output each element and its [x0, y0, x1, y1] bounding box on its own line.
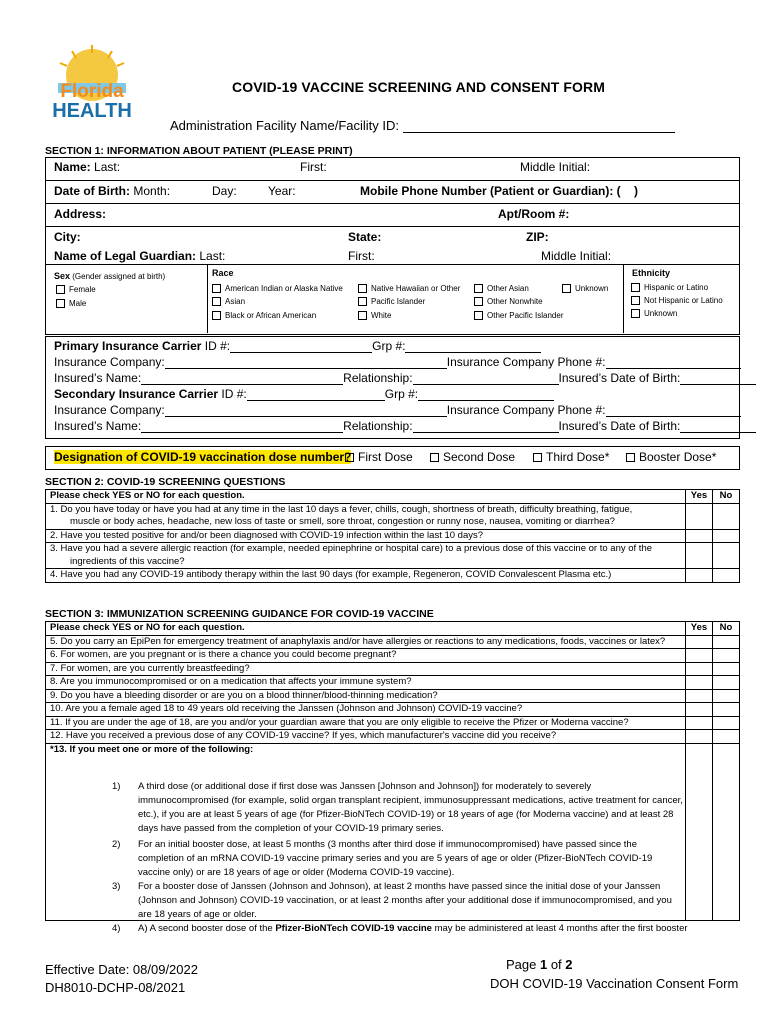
guardian-first-label: First: [348, 249, 375, 263]
day-label: Day: [212, 184, 237, 198]
middle-initial-label: Middle Initial: [520, 160, 591, 174]
race-option[interactable]: Native Hawaiian or Other [358, 284, 460, 293]
section2-heading: SECTION 2: COVID-19 SCREENING QUESTIONS [45, 476, 286, 488]
sex-male-option[interactable]: Male [56, 299, 86, 308]
section3-heading: SECTION 3: IMMUNIZATION SCREENING GUIDANCE FOR COVID-19 VACCINE [45, 608, 434, 620]
ethnicity-option[interactable]: Not Hispanic or Latino [631, 296, 723, 305]
facility-line[interactable] [403, 120, 675, 133]
q13-item-text: A) A second booster dose of the Pfizer-BioNTech COVID-19 vaccine may be administered at least 4 months after the first booster [138, 923, 688, 934]
facility-field[interactable] [170, 118, 675, 133]
race-option[interactable]: Unknown [562, 284, 608, 293]
primary-carrier-row[interactable]: Primary Insurance Carrier ID #: Grp #: [54, 339, 541, 353]
first-name-label: First: [300, 160, 327, 174]
form-title: COVID-19 VACCINE SCREENING AND CONSENT FORM [232, 79, 605, 95]
dose-question: Designation of COVID-19 vaccination dose number? [54, 450, 352, 464]
guardian-middle-label: Middle Initial: [541, 249, 612, 263]
primary-insured-row[interactable]: Insured’s Name: Relationship: Insured’s Date of Birth: [54, 371, 756, 385]
no-cell[interactable] [713, 503, 740, 529]
mobile-close: ) [634, 184, 638, 198]
table-row: 5. Do you carry an EpiPen for emergency treatment of anaphylaxis and/or have allergies or reactions to any medications, foods, vaccines or latex? [46, 635, 740, 649]
table-row: 9. Do you have a bleeding disorder or are you on a blood thinner/blood-thinning medication? [46, 689, 740, 703]
race-option[interactable]: Other Asian [474, 284, 529, 293]
sex-female-option[interactable]: Female [56, 285, 96, 294]
form-name: DOH COVID-19 Vaccination Consent Form [490, 976, 739, 991]
guardian-row[interactable]: Name of Legal Guardian: Last: [54, 249, 226, 263]
table-row: 4. Have you had any COVID-19 antibody therapy within the last 90 days (for example, Regeneron, COVID Convalescent Plasma etc.) [46, 569, 740, 583]
dose-second-option[interactable]: Second Dose [430, 450, 515, 464]
city-label: City: [54, 230, 81, 244]
svg-text:HEALTH: HEALTH [52, 100, 132, 122]
race-option[interactable]: Pacific Islander [358, 297, 425, 306]
q13-item-text: For an initial booster dose, at least 5 months (3 months after third dose if immunocompromised) have passed since the completion of an mRNA COVID-19 vaccine primary series and you are 5 years of age or older (Pfizer-BioNTech COVID-19 vaccine only) or are 18 years of age or older (Moderna COVID-19 vaccine). [138, 839, 653, 878]
secondary-insured-row[interactable]: Insured’s Name: Relationship: Insured’s Date of Birth: [54, 419, 756, 433]
apt-label: Apt/Room #: [498, 207, 570, 221]
checkbox[interactable] [56, 285, 65, 294]
section2-table: Please check YES or NO for each question. Yes No 1. Do you have today or have you had at any time in the last 10 days a fever, chills, cough, shortness of breath, difficulty breathing, fatigue, muscle or body aches, headache, new loss of taste or smell, sore throat, congestion or runny nose, nausea, vomiting or diarrhea? 2. Have you tested positive for and/or been diagnosed with COVID-19 infection within the last 10 days? 3. Have you had a severe allergic reaction (for example, needed epinephrine or hospital care) to a previous dose of this vaccine or to any of the ingredients of this vaccine? 4. Have you had any COVID-19 antibody therapy within the last 90 days (for example, Regeneron, COVID Convalescent Plasma etc.) [45, 489, 740, 583]
year-label: Year: [268, 184, 296, 198]
ethnicity-option[interactable]: Unknown [631, 309, 677, 318]
table-row: 3. Have you had a severe allergic reaction (for example, needed epinephrine or hospital care) to a previous dose of this vaccine or to any of the ingredients of this vaccine? [46, 543, 740, 569]
dose-first-option[interactable]: First Dose [345, 450, 413, 464]
table-row: 7. For women, are you currently breastfeeding? [46, 662, 740, 676]
ethnicity-option[interactable]: Hispanic or Latino [631, 283, 708, 292]
table-row: 8. Are you immunocompromised or on a medication that affects your immune system? [46, 676, 740, 690]
race-heading: Race [212, 268, 234, 278]
secondary-carrier-row[interactable]: Secondary Insurance Carrier ID #: Grp #: [54, 387, 554, 401]
race-option[interactable]: Other Nonwhite [474, 297, 543, 306]
table-row: 12. Have you received a previous dose of any COVID-19 vaccine? If yes, which manufacturer's vaccine did you receive? [46, 730, 740, 744]
zip-label: ZIP: [526, 230, 549, 244]
florida-health-logo [52, 45, 132, 130]
race-option[interactable]: American Indian or Alaska Native [212, 284, 343, 293]
sex-heading: Sex (Gender assigned at birth) [54, 271, 166, 281]
table-row: 10. Are you a female aged 18 to 49 years old receiving the Janssen (Johnson and Johnson) COVID-19 vaccine? [46, 703, 740, 717]
dose-third-option[interactable]: Third Dose* [533, 450, 609, 464]
state-label: State: [348, 230, 382, 244]
dob-row[interactable]: Date of Birth: Month: [54, 184, 171, 198]
dose-booster-option[interactable]: Booster Dose* [626, 450, 716, 464]
checkbox[interactable] [56, 299, 65, 308]
q13-item-text: For a booster dose of Janssen (Johnson and Johnson), at least 2 months have passed since the initial dose of your Janssen (Johnson and Johnson) COVID-19 vaccination, or at least 2 months after your additional dose if immunocompromised, and you are 18 years of age or older. [138, 881, 672, 920]
table-row: 11. If you are under the age of 18, are you and/or your guardian aware that you are only eligible to receive the Pfizer or Moderna vaccine? [46, 716, 740, 730]
page-number: Page 1 of 2 [506, 957, 573, 972]
facility-label: Administration Facility Name/Facility ID: [170, 118, 399, 133]
section1-heading: SECTION 1: INFORMATION ABOUT PATIENT (PLEASE PRINT) [45, 145, 353, 157]
address-label: Address: [54, 207, 107, 221]
effective-date: Effective Date: 08/09/2022 [45, 962, 198, 977]
q13-item-text: A third dose (or additional dose if first dose was Janssen [Johnson and Johnson]) for moderately to severely immunocompromised (for example, solid organ transplant recipient, immunosuppressant medications, active treatment for cancer, etc.), if you are at least 5 years of age (for Pfizer-BioNTech COVID-19) or 18 years of age (for Moderna vaccine) and at least 28 days have passed from the completion of your COVID-19 primary series. [138, 781, 683, 834]
name-row[interactable]: Name: Last: [54, 160, 121, 174]
race-option[interactable]: Black or African American [212, 311, 316, 320]
primary-company-row[interactable]: Insurance Company: Insurance Company Phone #: [54, 355, 741, 369]
ethnicity-heading: Ethnicity [632, 268, 671, 278]
race-option[interactable]: White [358, 311, 391, 320]
section3-table: Please check YES or NO for each question. Yes No 5. Do you carry an EpiPen for emergency treatment of anaphylaxis and/or have allergies or reactions to any medications, foods, vaccines or latex? 6. For women, are you pregnant or is there a chance you could become pregnant? 7. For women, are you currently breastfeeding? 8. Are you immunocompromised or on a medication that affects your immune system? 9. Do you have a bleeding disorder or are you on a blood thinner/blood-thinning medication? 10. Are you a female aged 18 to 49 years old receiving the Janssen (Johnson and Johnson) COVID-19 vaccine? 11. If you are under the age of 18, are you and/or your guardian aware that you are only eligible to receive the Pfizer or Moderna vaccine? 12. Have you received a previous dose of any COVID-19 vaccine? If yes, which manufacturer's vaccine did you receive? *13. If you meet one or more of the following: [45, 621, 740, 921]
race-option[interactable]: Asian [212, 297, 245, 306]
mobile-label: Mobile Phone Number (Patient or Guardian): ( [360, 184, 621, 198]
q13-heading: *13. If you meet one or more of the following: [50, 743, 254, 755]
secondary-company-row[interactable]: Insurance Company: Insurance Company Phone #: [54, 403, 741, 417]
table-row: 1. Do you have today or have you had at any time in the last 10 days a fever, chills, cough, shortness of breath, difficulty breathing, fatigue, muscle or body aches, headache, new loss of taste or smell, sore throat, congestion or runny nose, nausea, vomiting or diarrhea? [46, 503, 740, 529]
q13-item-num: 2) [112, 839, 121, 850]
q13-item-num: 4) [112, 923, 121, 934]
q13-item-num: 3) [112, 881, 121, 892]
table-row: 2. Have you tested positive for and/or been diagnosed with COVID-19 infection within the last 10 days? [46, 529, 740, 543]
form-code: DH8010-DCHP-08/2021 [45, 980, 186, 995]
race-option[interactable]: Other Pacific Islander [474, 311, 563, 320]
q13-item-num: 1) [112, 781, 121, 792]
table-row: 6. For women, are you pregnant or is there a chance you could become pregnant? [46, 649, 740, 663]
yes-cell[interactable] [686, 503, 713, 529]
svg-text:Florida: Florida [60, 81, 124, 102]
